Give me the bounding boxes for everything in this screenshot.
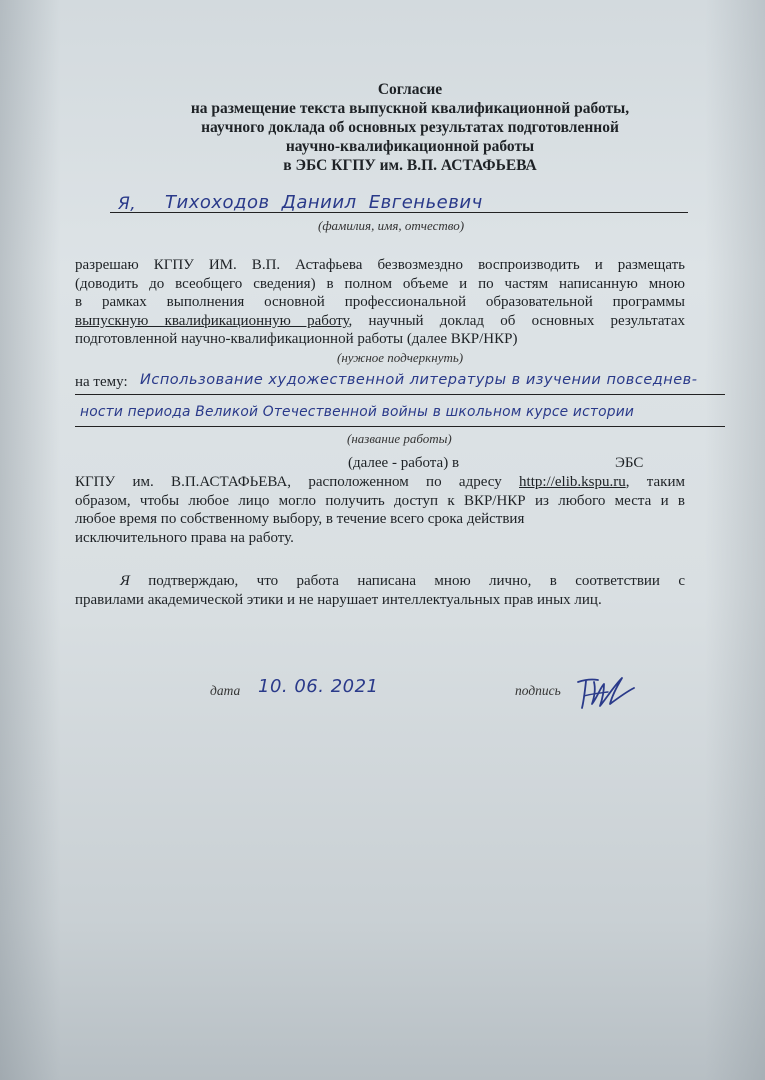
- confirmation-line-2: правилами академической этики и не нарушает интеллектуальных прав иных лиц.: [75, 591, 602, 608]
- placement-line-2: образом, чтобы любое лицо могло получить доступ к ВКР/НКР из любого места и в: [75, 492, 685, 509]
- underlined-work-type: выпускную квалификационную работу: [75, 312, 349, 329]
- handwritten-signature: [570, 670, 645, 715]
- placement-paragraph: [75, 473, 685, 547]
- date-handwritten: 10. 06. 2021: [258, 676, 379, 697]
- title-line-3: научного доклада об основных результатах подготовленной: [201, 119, 619, 136]
- placement-line-3: любое время по собственному выбору, в течение всего срока действия: [75, 511, 525, 528]
- title-line-4: научно-квалификационной работы: [285, 138, 535, 155]
- confirmation-line-1-rest: подтверждаю, что работа написана мною лично, в соответствии с: [129, 573, 685, 589]
- placement-text-ebs: ЭБС: [615, 455, 644, 471]
- date-label: дата: [210, 683, 241, 698]
- confirmation-paragraph: [75, 572, 685, 609]
- placement-line-1: [75, 473, 685, 492]
- consent-line-5: подготовленной научно-квалификационной работы (далее ВКР/НКР): [75, 331, 518, 348]
- placement-line-1-end: , таким: [625, 474, 685, 490]
- full-name-handwritten: Тихоходов Даниил Евгеньевич: [165, 192, 483, 213]
- consent-line-4-rest: , научный доклад об основных результатах: [348, 312, 685, 329]
- placement-line-4: исключительного права на работу.: [75, 529, 294, 546]
- placement-line-1-start: КГПУ им. В.П.АСТАФЬЕВА, расположенном по адресу: [75, 474, 520, 490]
- page-shadow-left: [0, 0, 60, 1080]
- name-caption: (фамилия, имя, отчество): [318, 218, 465, 233]
- topic-caption: (название работы): [347, 431, 452, 446]
- title-line-5: в ЭБС КГПУ им. В.П. АСТАФЬЕВА: [283, 157, 537, 174]
- confirmation-first-word: Я: [120, 573, 130, 589]
- placement-text-1: (далее - работа) в: [348, 455, 460, 471]
- topic-label: на тему:: [75, 374, 128, 390]
- topic-underline-2: [75, 425, 725, 427]
- confirmation-line-1: [75, 572, 685, 591]
- consent-line-1: разрешаю КГПУ ИМ. В.П. Астафьева безвозмездно воспроизводить и размещать: [75, 257, 685, 273]
- topic-handwritten-line-1: Использование художественной литературы в изучении повседнев-: [140, 372, 698, 388]
- name-prefix: Я,: [118, 194, 137, 214]
- consent-line-2: (доводить до всеобщего сведения) в полном объеме и по частям написанную мною: [75, 275, 685, 292]
- name-underline: [110, 212, 688, 213]
- elib-url-link[interactable]: http://elib.kspu.ru: [519, 474, 626, 490]
- topic-underline-1: [75, 393, 725, 395]
- title-line-1: Согласие: [377, 81, 443, 98]
- consent-line-4: [75, 312, 685, 331]
- topic-handwritten-line-2: ности периода Великой Отечественной войны в школьном курсе истории: [80, 404, 635, 420]
- consent-line-3: в рамках выполнения основной профессиональной образовательной программы: [75, 294, 685, 311]
- consent-paragraph: [75, 256, 685, 349]
- document-title: [60, 80, 760, 175]
- underline-caption: (нужное подчеркнуть): [337, 350, 464, 365]
- title-line-2: на размещение текста выпускной квалификационной работы,: [190, 100, 630, 117]
- signature-label: подпись: [515, 683, 561, 698]
